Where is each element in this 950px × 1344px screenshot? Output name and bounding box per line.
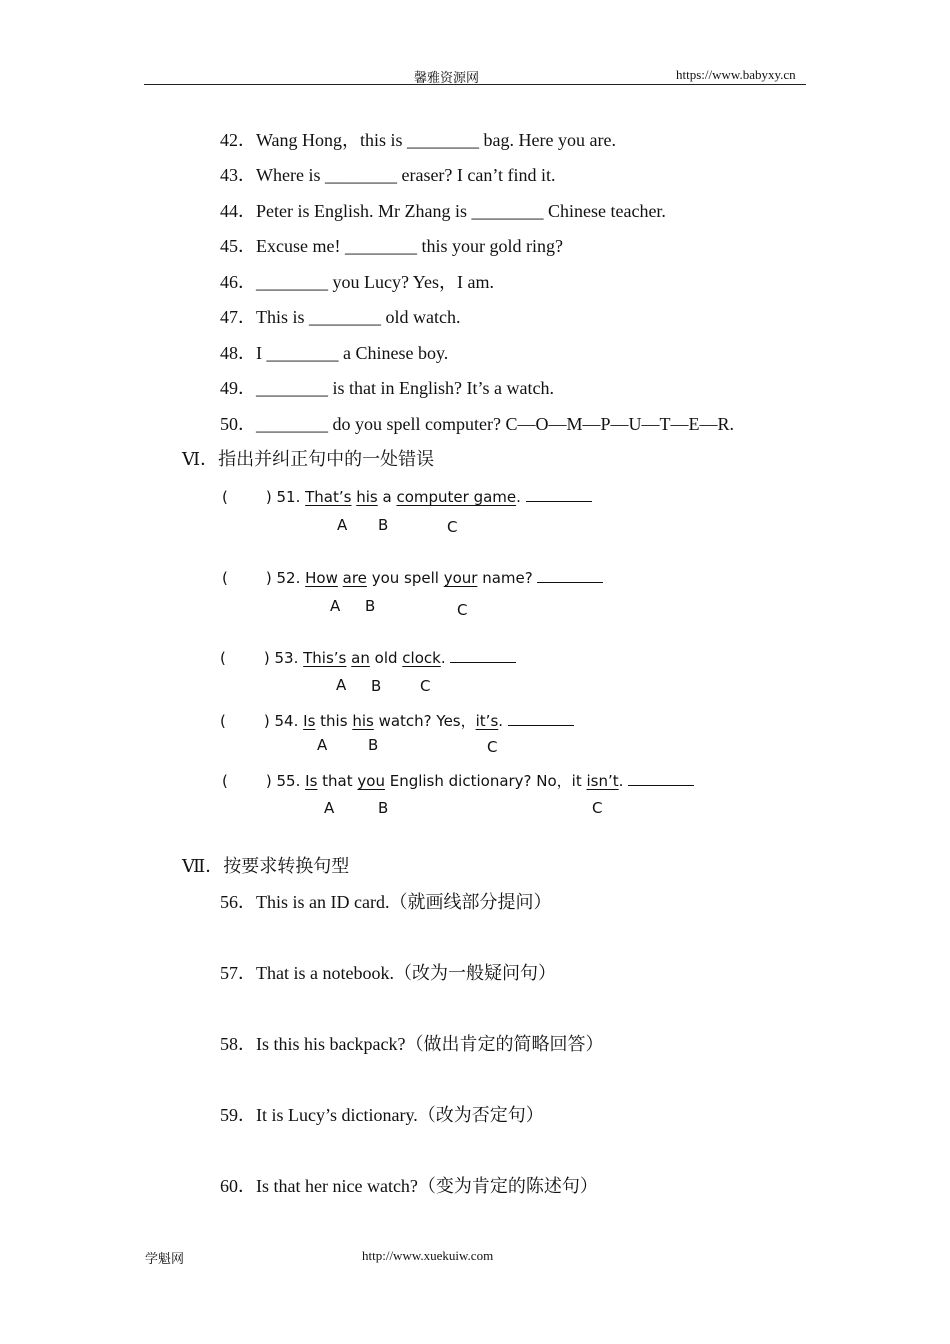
question-48: 48．I ________ a Chinese boy. xyxy=(220,343,449,363)
label-53-b: B xyxy=(371,677,382,695)
footer-site-name: 学魁网 xyxy=(145,1251,185,1266)
label-51-c: C xyxy=(447,518,458,536)
question-46: 46．________ you Lucy? Yes，I am. xyxy=(220,272,494,292)
question-50: 50．________ do you spell computer? C—O—M—P—U—T—E—R. xyxy=(220,414,734,434)
header-site-name: 馨雅资源网 xyxy=(414,70,480,85)
label-53-a: A xyxy=(336,676,347,694)
label-53-c: C xyxy=(420,677,431,695)
label-54-b: B xyxy=(368,736,379,754)
label-51-a: A xyxy=(337,516,348,534)
label-52-c: C xyxy=(457,601,468,619)
question-49: 49．________ is that in English? It’s a watch. xyxy=(220,378,554,398)
label-55-a: A xyxy=(324,799,335,817)
label-54-c: C xyxy=(487,738,498,756)
section-6-heading: Ⅵ．指出并纠正句中的一处错误 xyxy=(182,449,435,469)
answer-blank[interactable] xyxy=(526,489,592,502)
section-7-heading: Ⅶ．按要求转换句型 xyxy=(182,856,350,876)
label-55-b: B xyxy=(378,799,389,817)
label-51-b: B xyxy=(378,516,389,534)
error-question-52: ( ) 52. How are you spell your name? xyxy=(222,569,603,587)
label-52-a: A xyxy=(330,597,341,615)
label-54-a: A xyxy=(317,736,328,754)
transform-60: 60．Is that her nice watch?（变为肯定的陈述句） xyxy=(220,1176,598,1196)
error-question-54: ( ) 54. Is this his watch? Yes，it’s. xyxy=(220,710,574,731)
answer-blank[interactable] xyxy=(450,650,516,663)
label-55-c: C xyxy=(592,799,603,817)
answer-blank[interactable] xyxy=(537,570,603,583)
question-42: 42．Wang Hong，this is ________ bag. Here you are. xyxy=(220,130,616,150)
error-question-53: ( ) 53. This’s an old clock. xyxy=(220,649,516,667)
error-question-51: ( ) 51. That’s his a computer game. xyxy=(222,488,592,506)
question-43: 43．Where is ________ eraser? I can’t find it. xyxy=(220,165,556,185)
question-47: 47．This is ________ old watch. xyxy=(220,307,461,327)
header-divider xyxy=(144,84,806,85)
answer-blank[interactable] xyxy=(628,773,694,786)
transform-58: 58．Is this his backpack?（做出肯定的简略回答） xyxy=(220,1034,604,1054)
transform-57: 57．That is a notebook.（改为一般疑问句） xyxy=(220,963,556,983)
question-45: 45．Excuse me! ________ this your gold ring? xyxy=(220,236,563,256)
answer-blank[interactable] xyxy=(508,713,574,726)
footer-url[interactable]: http://www.xuekuiw.com xyxy=(362,1248,494,1263)
error-question-55: ( ) 55. Is that you English dictionary? No，it isn’t. xyxy=(222,770,694,791)
transform-56: 56．This is an ID card.（就画线部分提问） xyxy=(220,892,552,912)
label-52-b: B xyxy=(365,597,376,615)
question-44: 44．Peter is English. Mr Zhang is ________ Chinese teacher. xyxy=(220,201,666,221)
header-url[interactable]: https://www.babyxy.cn xyxy=(676,67,796,82)
transform-59: 59．It is Lucy’s dictionary.（改为否定句） xyxy=(220,1105,544,1125)
